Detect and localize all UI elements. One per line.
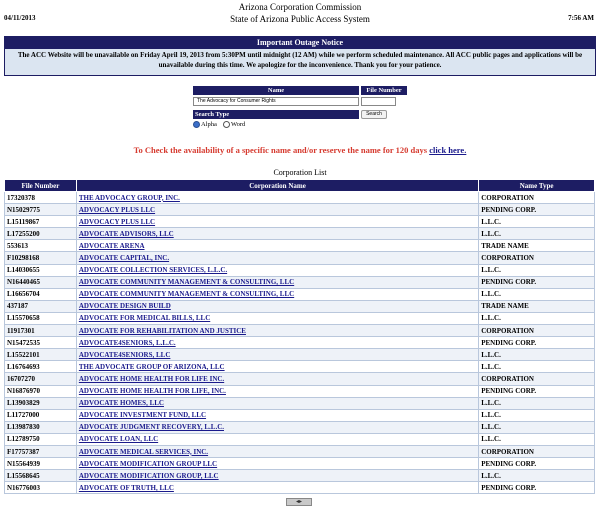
table-row: [5, 482, 595, 494]
corporation-name-cell: [76, 312, 478, 324]
corporation-link[interactable]: ADVOCATE HOMES, LLC: [78, 399, 164, 408]
name-label: Name: [193, 86, 359, 95]
table-row: [5, 325, 595, 337]
name-type-cell: L.L.C.: [479, 409, 595, 421]
corporation-name-cell: [76, 397, 478, 409]
file-number-cell: F10298168: [5, 252, 77, 264]
table-row: [5, 288, 595, 300]
radio-word-label: Word: [231, 121, 246, 128]
file-number-cell: 17320378: [5, 192, 77, 204]
table-row: [5, 216, 595, 228]
table-row: [5, 445, 595, 457]
corporation-name-cell: [76, 216, 478, 228]
corporation-link[interactable]: ADVOCATE COMMUNITY MANAGEMENT & CONSULTING, LLC: [78, 290, 295, 299]
file-number-cell: 553613: [5, 240, 77, 252]
table-row: [5, 361, 595, 373]
notice-body: The ACC Website will be unavailable on Friday April 19, 2013 from 5:30PM until midnight (12 AM) while we perform scheduled maintenance. All ACC public pages and applications will be unavailable during this time. We apologize for the inconvenience. Thank you for your patience.: [5, 49, 595, 75]
name-type-cell: CORPORATION: [479, 252, 595, 264]
file-number-cell: N15472535: [5, 337, 77, 349]
corporation-name-cell: [76, 204, 478, 216]
table-row: [5, 300, 595, 312]
corporation-link[interactable]: ADVOCATE MODIFICATION GROUP, LLC: [78, 471, 219, 480]
notice-title: Important Outage Notice: [5, 37, 595, 49]
file-number-cell: L15568645: [5, 470, 77, 482]
corporation-link[interactable]: ADVOCATE CAPITAL, INC.: [78, 254, 170, 263]
corporation-link[interactable]: ADVOCATE INVESTMENT FUND, LLC: [78, 411, 207, 420]
file-number-cell: 16707270: [5, 373, 77, 385]
col-name-type: Name Type: [479, 180, 595, 192]
table-row: [5, 252, 595, 264]
file-number-cell: N16776003: [5, 482, 77, 494]
table-row: [5, 470, 595, 482]
corporation-name-cell: [76, 349, 478, 361]
name-type-cell: L.L.C.: [479, 397, 595, 409]
corporation-link[interactable]: ADVOCATE OF TRUTH, LLC: [78, 483, 174, 492]
name-type-cell: CORPORATION: [479, 373, 595, 385]
name-type-cell: PENDING CORP.: [479, 385, 595, 397]
corporation-link[interactable]: ADVOCACY PLUS LLC: [78, 205, 156, 214]
radio-alpha-label: Alpha: [201, 121, 217, 128]
table-header-row: [5, 180, 595, 192]
table-row: [5, 409, 595, 421]
outage-notice: [4, 36, 596, 76]
corporation-link[interactable]: ADVOCATE COMMUNITY MANAGEMENT & CONSULTING, LLC: [78, 278, 295, 287]
file-number-cell: N15029775: [5, 204, 77, 216]
table-row: [5, 240, 595, 252]
corporation-name-cell: [76, 300, 478, 312]
table-row: [5, 397, 595, 409]
corporation-link[interactable]: THE ADVOCATE GROUP OF ARIZONA, LLC: [78, 362, 225, 371]
file-number-cell: L14030655: [5, 264, 77, 276]
file-number-cell: L16656704: [5, 288, 77, 300]
file-number-cell: L13903829: [5, 397, 77, 409]
corporation-name-cell: [76, 482, 478, 494]
file-number-cell: N16440465: [5, 276, 77, 288]
file-number-cell: L16764693: [5, 361, 77, 373]
corporation-name-cell: [76, 373, 478, 385]
corporation-name-cell: [76, 228, 478, 240]
corporation-link[interactable]: ADVOCATE LOAN, LLC: [78, 435, 159, 444]
reserve-name-link[interactable]: click here.: [429, 145, 467, 155]
table-row: [5, 458, 595, 470]
header-time: 7:56 AM: [568, 14, 594, 22]
table-row: [5, 337, 595, 349]
name-input[interactable]: The Advocacy for Consumer Rights: [193, 97, 359, 106]
file-number-cell: L11727000: [5, 409, 77, 421]
corporation-link[interactable]: ADVOCATE FOR REHABILITATION AND JUSTICE: [78, 326, 246, 335]
corporation-link[interactable]: ADVOCATE4SENIORS, LLC: [78, 350, 171, 359]
name-type-cell: TRADE NAME: [479, 240, 595, 252]
corporation-name-cell: [76, 252, 478, 264]
pager-arrows[interactable]: ◂▸: [286, 498, 312, 506]
table-row: [5, 276, 595, 288]
file-number-cell: N16876970: [5, 385, 77, 397]
availability-notice: [0, 145, 600, 155]
corporation-link[interactable]: ADVOCACY PLUS LLC: [78, 217, 156, 226]
corporation-name-cell: [76, 470, 478, 482]
corporation-link[interactable]: ADVOCATE4SENIORS, L.L.C.: [78, 338, 176, 347]
system-name: State of Arizona Public Access System: [230, 14, 370, 24]
file-number-cell: 437187: [5, 300, 77, 312]
corporation-link[interactable]: ADVOCATE COLLECTION SERVICES, L.L.C.: [78, 266, 228, 275]
name-type-cell: PENDING CORP.: [479, 204, 595, 216]
corporation-name-cell: [76, 361, 478, 373]
name-type-cell: L.L.C.: [479, 216, 595, 228]
availability-text: To Check the availability of a specific name and/or reserve the name for 120 days: [133, 145, 428, 155]
table-row: [5, 433, 595, 445]
file-number-cell: L12789750: [5, 433, 77, 445]
org-name: Arizona Corporation Commission: [238, 2, 362, 12]
corporation-table: [4, 179, 595, 494]
corporation-name-cell: [76, 433, 478, 445]
file-number-cell: L15522101: [5, 349, 77, 361]
table-row: [5, 228, 595, 240]
search-form: [193, 86, 407, 136]
corporation-name-cell: [76, 276, 478, 288]
corporation-name-cell: [76, 192, 478, 204]
corporation-link[interactable]: ADVOCATE JUDGMENT RECOVERY, L.L.C.: [78, 423, 224, 432]
corporation-name-cell: [76, 337, 478, 349]
table-row: [5, 421, 595, 433]
corporation-link[interactable]: ADVOCATE DESIGN BUILD: [78, 302, 171, 311]
file-number-cell: L17255200: [5, 228, 77, 240]
table-row: [5, 349, 595, 361]
radio-alpha[interactable]: [193, 121, 217, 128]
name-type-cell: TRADE NAME: [479, 300, 595, 312]
radio-selected-icon: [193, 121, 200, 128]
search-type-label: Search Type: [193, 110, 359, 119]
header-date: 04/11/2013: [4, 14, 36, 22]
corporation-name-cell: [76, 458, 478, 470]
corporation-name-cell: [76, 264, 478, 276]
name-type-cell: PENDING CORP.: [479, 337, 595, 349]
corporation-link[interactable]: ADVOCATE HOME HEALTH FOR LIFE, INC.: [78, 387, 226, 396]
table-row: [5, 385, 595, 397]
name-type-cell: PENDING CORP.: [479, 458, 595, 470]
table-row: [5, 312, 595, 324]
table-row: [5, 373, 595, 385]
name-type-cell: PENDING CORP.: [479, 276, 595, 288]
file-number-cell: L13987830: [5, 421, 77, 433]
list-title: Corporation List: [273, 168, 327, 177]
col-file-number: File Number: [5, 180, 77, 192]
name-type-cell: CORPORATION: [479, 445, 595, 457]
corporation-name-cell: [76, 385, 478, 397]
table-row: [5, 204, 595, 216]
radio-unselected-icon: [223, 121, 230, 128]
name-type-cell: CORPORATION: [479, 325, 595, 337]
file-number-cell: L15570658: [5, 312, 77, 324]
search-button[interactable]: Search: [361, 110, 387, 119]
name-type-cell: L.L.C.: [479, 361, 595, 373]
corporation-link[interactable]: ADVOCATE MODIFICATION GROUP LLC: [78, 459, 218, 468]
corporation-name-cell: [76, 445, 478, 457]
col-corporation-name: Corporation Name: [76, 180, 478, 192]
file-number-input[interactable]: [361, 97, 396, 106]
corporation-link[interactable]: THE ADVOCACY GROUP, INC.: [78, 193, 180, 202]
corporation-link[interactable]: ADVOCATE ADVISORS, LLC: [78, 229, 174, 238]
radio-word[interactable]: [223, 121, 245, 128]
corporation-name-cell: [76, 421, 478, 433]
file-number-cell: F17757387: [5, 445, 77, 457]
file-number-label: File Number: [361, 86, 407, 95]
name-type-cell: L.L.C.: [479, 228, 595, 240]
name-type-cell: L.L.C.: [479, 288, 595, 300]
corporation-name-cell: [76, 288, 478, 300]
name-type-cell: CORPORATION: [479, 192, 595, 204]
corporation-link[interactable]: ADVOCATE MEDICAL SERVICES, INC.: [78, 447, 209, 456]
name-type-cell: L.L.C.: [479, 421, 595, 433]
name-type-cell: L.L.C.: [479, 470, 595, 482]
page-header: [0, 0, 600, 34]
corporation-link[interactable]: ADVOCATE HOME HEALTH FOR LIFE INC.: [78, 374, 225, 383]
file-number-cell: L15119867: [5, 216, 77, 228]
name-type-cell: L.L.C.: [479, 433, 595, 445]
corporation-link[interactable]: ADVOCATE FOR MEDICAL BILLS, LLC: [78, 314, 211, 323]
name-type-cell: L.L.C.: [479, 264, 595, 276]
corporation-name-cell: [76, 240, 478, 252]
name-type-cell: L.L.C.: [479, 349, 595, 361]
file-number-cell: 11917301: [5, 325, 77, 337]
table-row: [5, 192, 595, 204]
name-type-cell: PENDING CORP.: [479, 482, 595, 494]
corporation-name-cell: [76, 325, 478, 337]
file-number-cell: N15564939: [5, 458, 77, 470]
table-row: [5, 264, 595, 276]
corporation-link[interactable]: ADVOCATE ARENA: [78, 241, 145, 250]
corporation-name-cell: [76, 409, 478, 421]
name-type-cell: L.L.C.: [479, 312, 595, 324]
